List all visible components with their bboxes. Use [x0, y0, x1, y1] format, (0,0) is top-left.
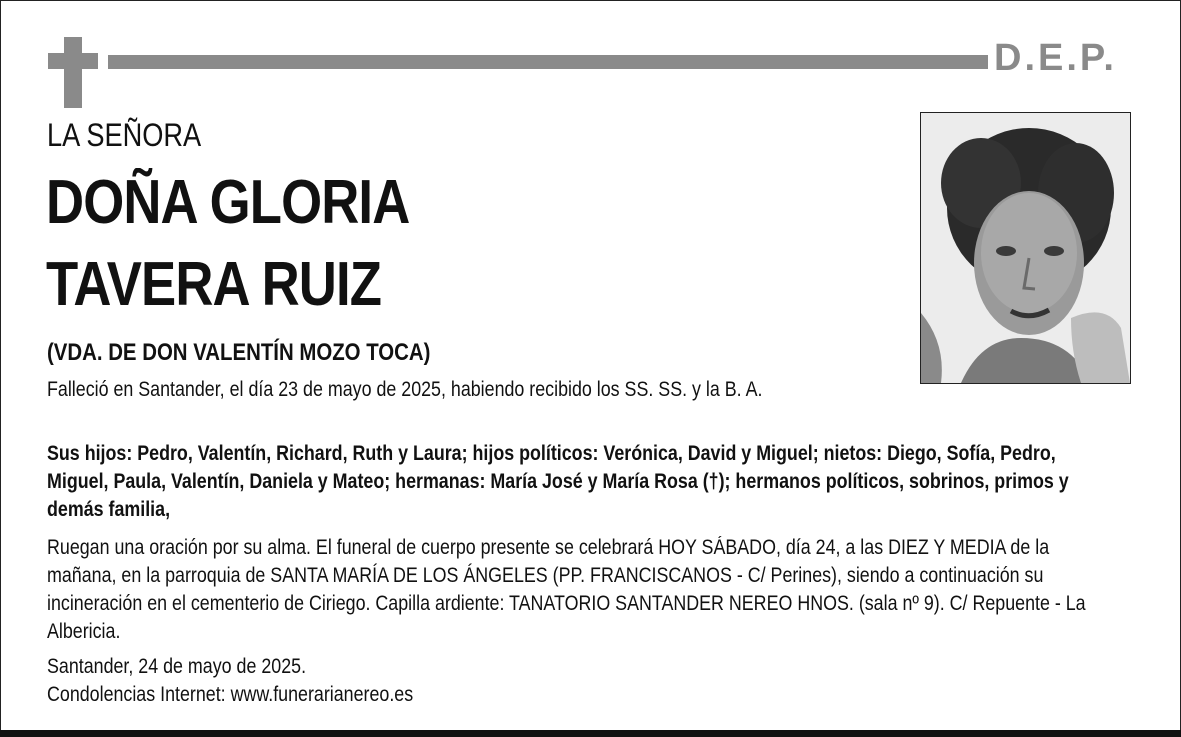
- deceased-name-line2: TAVERA RUIZ: [46, 250, 382, 319]
- bottom-border: [0, 730, 1181, 737]
- family-list: Sus hijos: Pedro, Valentín, Richard, Ruth y Laura; hijos políticos: Verónica, David y Miguel; nietos: Diego, Sofía, Pedro, Miguel, Paula, Valentín, Daniela y Mateo; hermanas: María José y María Rosa (†); hermanos políticos, sobrinos, primos y demás familia,: [47, 442, 1069, 521]
- death-notice: Falleció en Santander, el día 23 de mayo de 2025, habiendo recibido los SS. SS. y la B. A.: [47, 378, 763, 401]
- intro-label: LA SEÑORA: [47, 117, 202, 153]
- portrait-image: [921, 113, 1130, 383]
- place-date: Santander, 24 de mayo de 2025.: [47, 655, 307, 678]
- funeral-details: Ruegan una oración por su alma. El funeral de cuerpo presente se celebrará HOY SÁBADO, día 24, a las DIEZ Y MEDIA de la mañana, en la parroquia de SANTA MARÍA DE LOS ÁNGELES (PP. FRANCISCANOS - C/ Perines), siendo a continuación su incineración en el cementerio de Ciriego. Capilla ardiente: TANATORIO SANTANDER NEREO HNOS. (sala nº 9). C/ Repuente - La Albericia.: [47, 536, 1086, 643]
- cross-icon-vertical: [64, 37, 82, 108]
- cross-icon-horizontal: [48, 53, 98, 69]
- dep-label: D.E.P.: [994, 37, 1117, 79]
- portrait-photo: [920, 112, 1131, 384]
- widow-of: (VDA. DE DON VALENTÍN MOZO TOCA): [47, 339, 431, 366]
- header-rule: [108, 55, 988, 69]
- condolences-line: Condolencias Internet: www.funerarianereo.es: [47, 683, 414, 706]
- deceased-name-line1: DOÑA GLORIA: [46, 168, 410, 237]
